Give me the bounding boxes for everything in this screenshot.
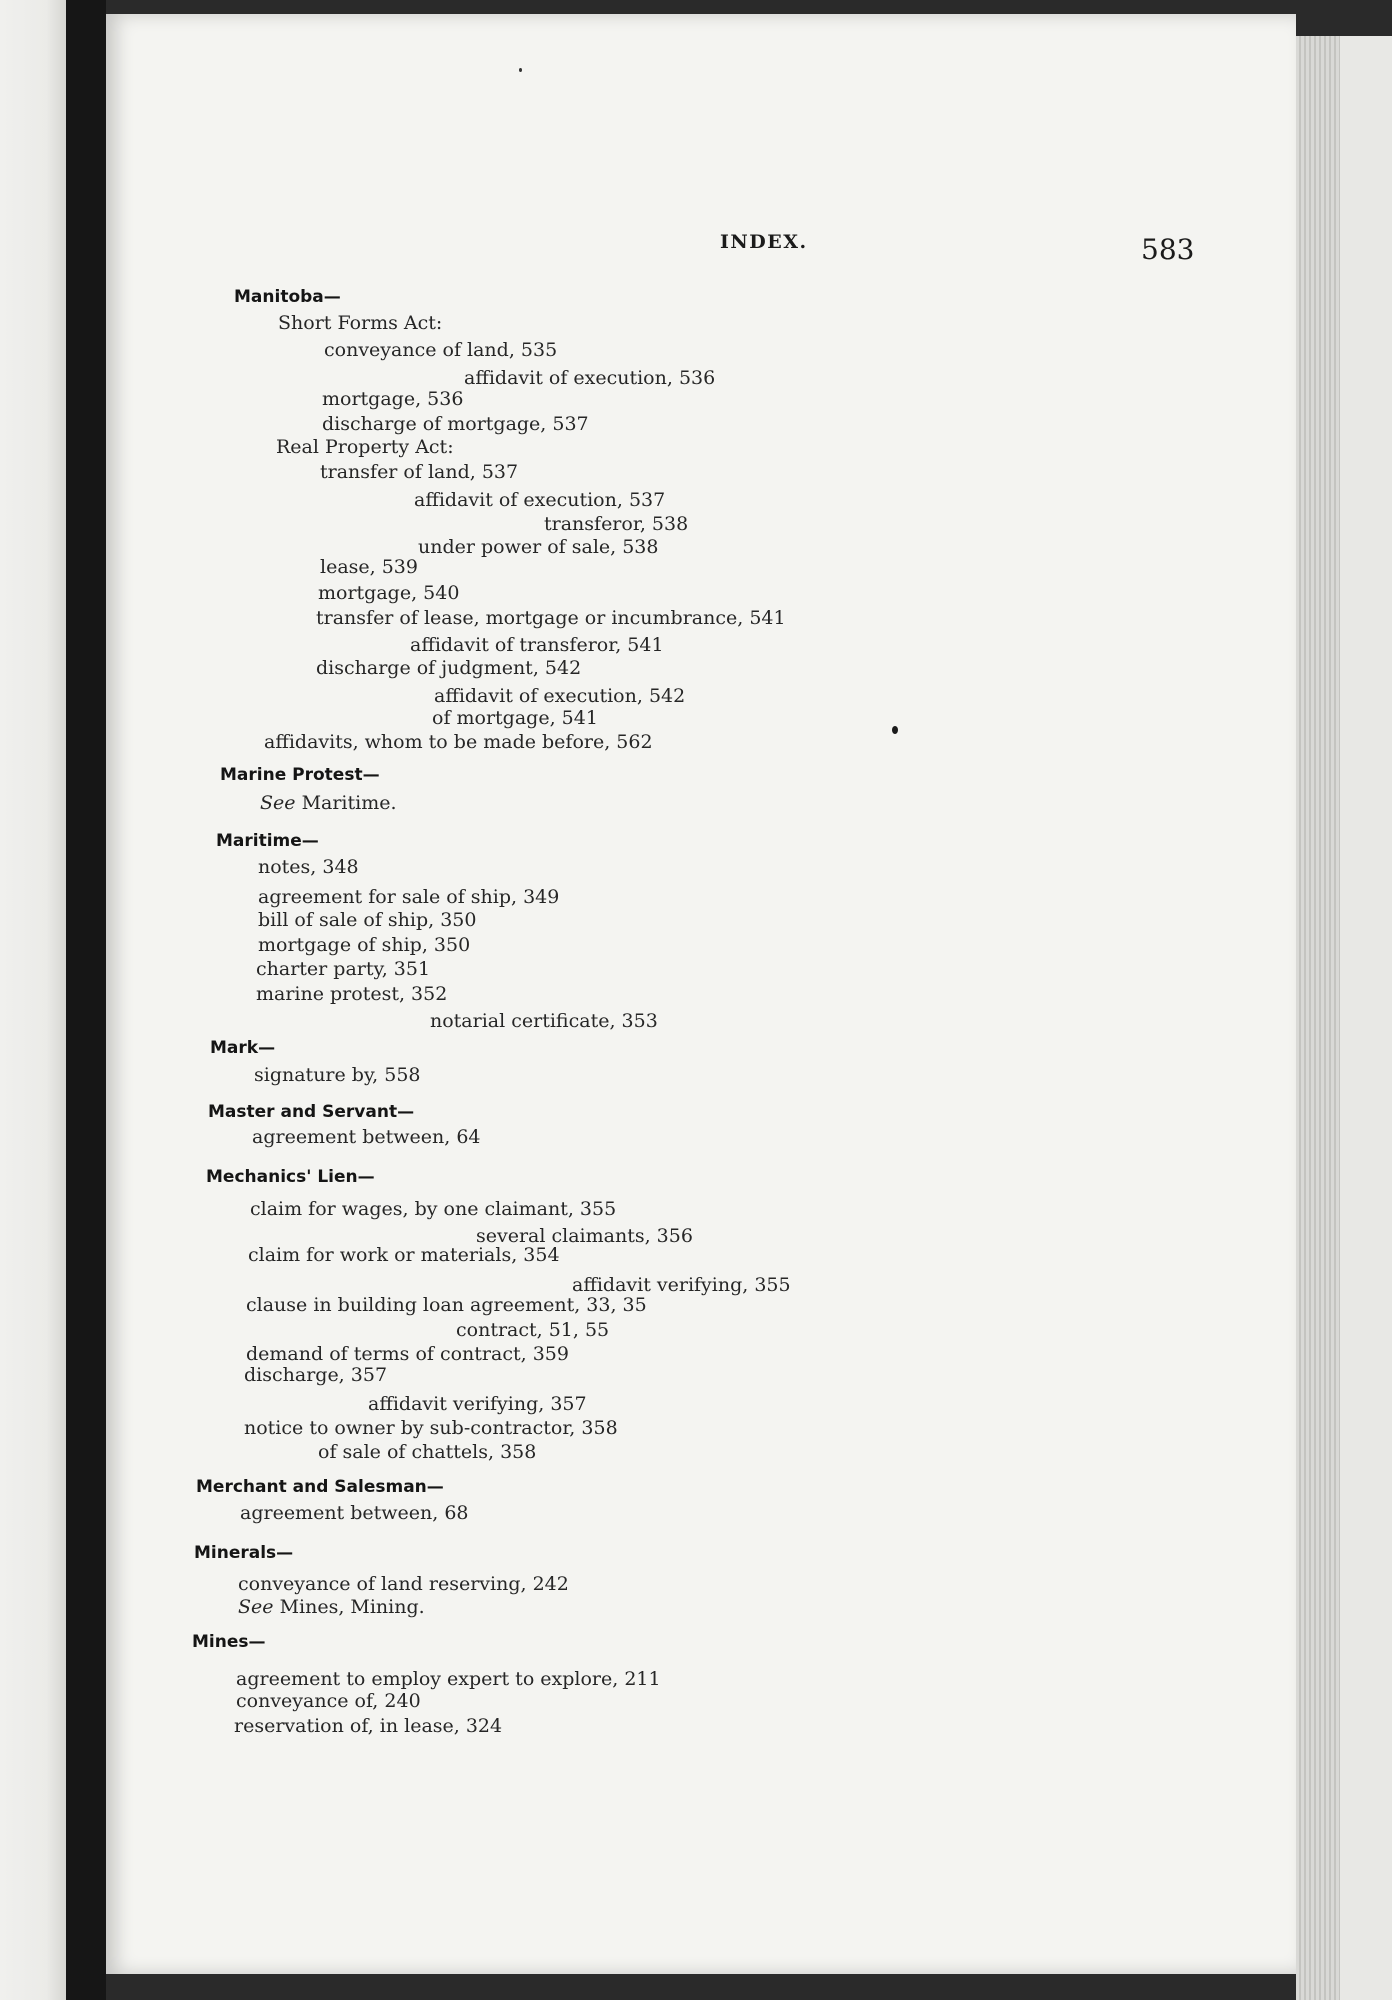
index-heading-mines: Mines— — [192, 1632, 266, 1652]
index-subentry: affidavit of transferor, 541 — [410, 634, 664, 656]
index-subentry: affidavit of execution, 536 — [464, 367, 716, 389]
index-subentry: mortgage, 536 — [322, 388, 464, 410]
index-subentry: conveyance of land, 535 — [324, 339, 558, 361]
ink-speck — [892, 726, 898, 734]
index-subentry: Short Forms Act: — [278, 312, 443, 334]
book-binding — [66, 0, 106, 2000]
index-page — [106, 14, 1296, 1974]
index-heading-mechanics-lien: Mechanics' Lien— — [206, 1167, 375, 1187]
index-subentry: affidavit of execution, 537 — [414, 489, 666, 511]
index-subentry: affidavits, whom to be made before, 562 — [264, 731, 653, 753]
index-subentry: affidavit of execution, 542 — [434, 685, 686, 707]
index-subentry: affidavit verifying, 357 — [368, 1393, 587, 1415]
index-subentry: agreement for sale of ship, 349 — [258, 886, 560, 908]
index-subentry: marine protest, 352 — [256, 983, 448, 1005]
page-number: 583 — [1141, 233, 1195, 266]
index-subentry: contract, 51, 55 — [456, 1319, 610, 1341]
see-label: See — [260, 792, 296, 814]
cross-reference-target: Mines, Mining. — [279, 1596, 425, 1618]
index-subentry: notes, 348 — [258, 856, 359, 878]
index-heading-marine-protest: Marine Protest— — [220, 765, 380, 785]
index-subentry: conveyance of land reserving, 242 — [238, 1573, 569, 1595]
index-subentry: discharge of judgment, 542 — [316, 657, 582, 679]
index-subentry: claim for work or materials, 354 — [248, 1244, 560, 1266]
index-subentry: mortgage of ship, 350 — [258, 934, 471, 956]
index-subentry: agreement between, 64 — [252, 1126, 481, 1148]
index-subentry: of sale of chattels, 358 — [318, 1441, 537, 1463]
index-cross-reference — [260, 791, 397, 815]
index-subentry: transferor, 538 — [544, 513, 689, 535]
index-subentry: clause in building loan agreement, 33, 35 — [246, 1294, 647, 1316]
index-subentry: several claimants, 356 — [476, 1225, 693, 1247]
dust-speck — [519, 68, 522, 72]
index-subentry: discharge of mortgage, 537 — [322, 413, 589, 435]
index-heading-merchant-and-salesman: Merchant and Salesman— — [196, 1477, 444, 1497]
index-subentry: of mortgage, 541 — [432, 707, 598, 729]
index-subentry: bill of sale of ship, 350 — [258, 909, 477, 931]
index-subentry: agreement between, 68 — [240, 1502, 469, 1524]
index-subentry: mortgage, 540 — [318, 582, 460, 604]
index-heading-mark: Mark— — [210, 1038, 276, 1058]
index-cross-reference — [238, 1595, 425, 1619]
index-heading-master-and-servant: Master and Servant— — [208, 1102, 415, 1122]
index-heading-manitoba: Manitoba— — [234, 287, 341, 307]
index-subentry: claim for wages, by one claimant, 355 — [250, 1198, 617, 1220]
index-heading-minerals: Minerals— — [194, 1543, 294, 1563]
index-subentry: discharge, 357 — [244, 1364, 388, 1386]
index-subentry: transfer of lease, mortgage or incumbrance, 541 — [316, 607, 786, 629]
cross-reference-target: Maritime. — [301, 792, 397, 814]
index-heading-maritime: Maritime— — [216, 831, 319, 851]
index-subentry: charter party, 351 — [256, 958, 431, 980]
index-subentry: affidavit verifying, 355 — [572, 1274, 791, 1296]
index-subentry: lease, 539 — [320, 556, 418, 578]
index-subentry: demand of terms of contract, 359 — [246, 1343, 569, 1365]
index-subentry: under power of sale, 538 — [418, 536, 659, 558]
index-subentry: agreement to employ expert to explore, 211 — [236, 1668, 661, 1690]
index-subentry: conveyance of, 240 — [236, 1690, 421, 1712]
left-page-edge — [0, 0, 66, 2000]
index-subentry: notice to owner by sub-contractor, 358 — [244, 1417, 618, 1439]
index-subentry: Real Property Act: — [276, 436, 454, 458]
index-subentry: signature by, 558 — [254, 1064, 421, 1086]
index-subentry: transfer of land, 537 — [320, 461, 519, 483]
stacked-page-edges — [1296, 36, 1392, 2000]
index-subentry: reservation of, in lease, 324 — [234, 1715, 503, 1737]
index-subentry: notarial certificate, 353 — [430, 1010, 658, 1032]
see-label: See — [238, 1596, 274, 1618]
running-head: INDEX. — [720, 231, 808, 253]
